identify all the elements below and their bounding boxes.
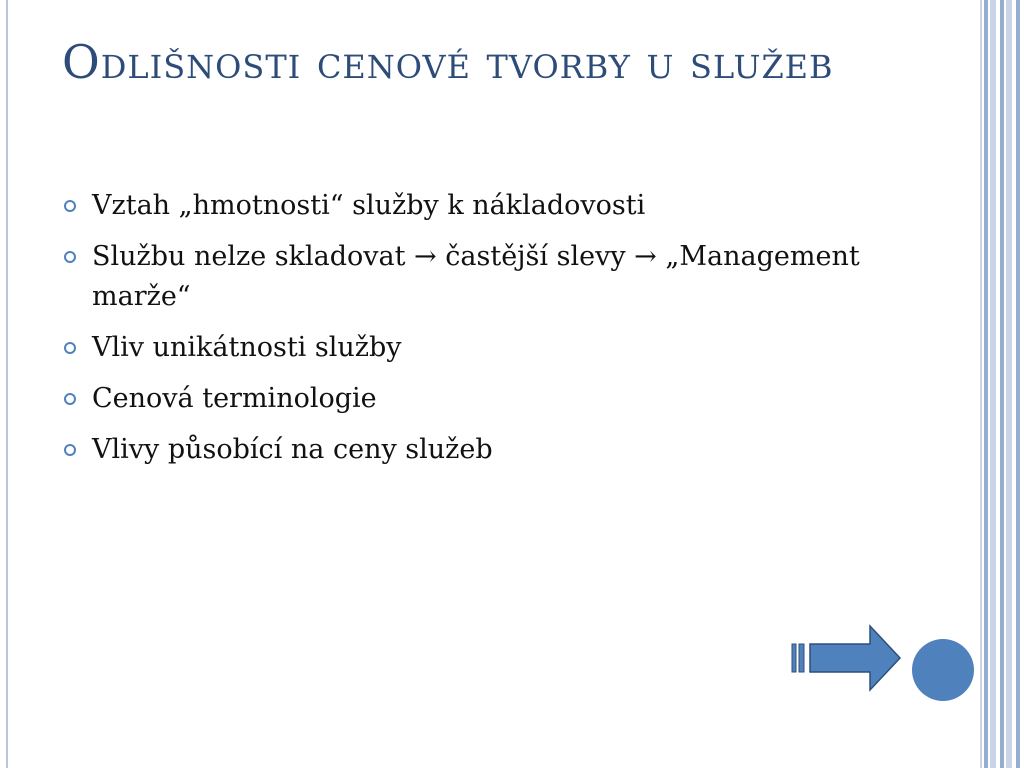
bullet-text: Cenová terminologie xyxy=(92,383,377,414)
bullet-item xyxy=(62,430,922,470)
bullet-circle-icon xyxy=(64,200,76,212)
stripe xyxy=(980,0,982,768)
bullet-circle-icon xyxy=(64,393,76,405)
stripe xyxy=(1016,0,1020,768)
bullet-item xyxy=(62,379,922,419)
bullet-circle-icon xyxy=(64,444,76,456)
bullet-circle-icon xyxy=(64,342,76,354)
bullet-text: Vztah „hmotnosti“ služby k nákladovosti xyxy=(92,190,646,221)
stripe xyxy=(1000,0,1004,768)
stripe xyxy=(990,0,996,768)
stripe xyxy=(1006,0,1012,768)
bullet-text: Službu nelze skladovat → častější slevy → „Management marže“ xyxy=(92,241,860,312)
bullet-list xyxy=(62,186,922,481)
bullet-circle-icon xyxy=(64,251,76,263)
bullet-item xyxy=(62,237,922,317)
bullet-item xyxy=(62,328,922,368)
right-decorative-stripes xyxy=(976,0,1024,768)
slide-title: Odlišnosti cenové tvorby u služeb xyxy=(62,35,834,89)
striped-right-arrow-icon[interactable] xyxy=(790,624,902,692)
stripe xyxy=(984,0,988,768)
left-border-line xyxy=(6,0,8,768)
bullet-item xyxy=(62,186,922,226)
bullet-text: Vlivy působící na ceny služeb xyxy=(92,434,493,465)
circle-button-icon[interactable] xyxy=(912,639,974,701)
bullet-text: Vliv unikátnosti služby xyxy=(92,332,402,363)
